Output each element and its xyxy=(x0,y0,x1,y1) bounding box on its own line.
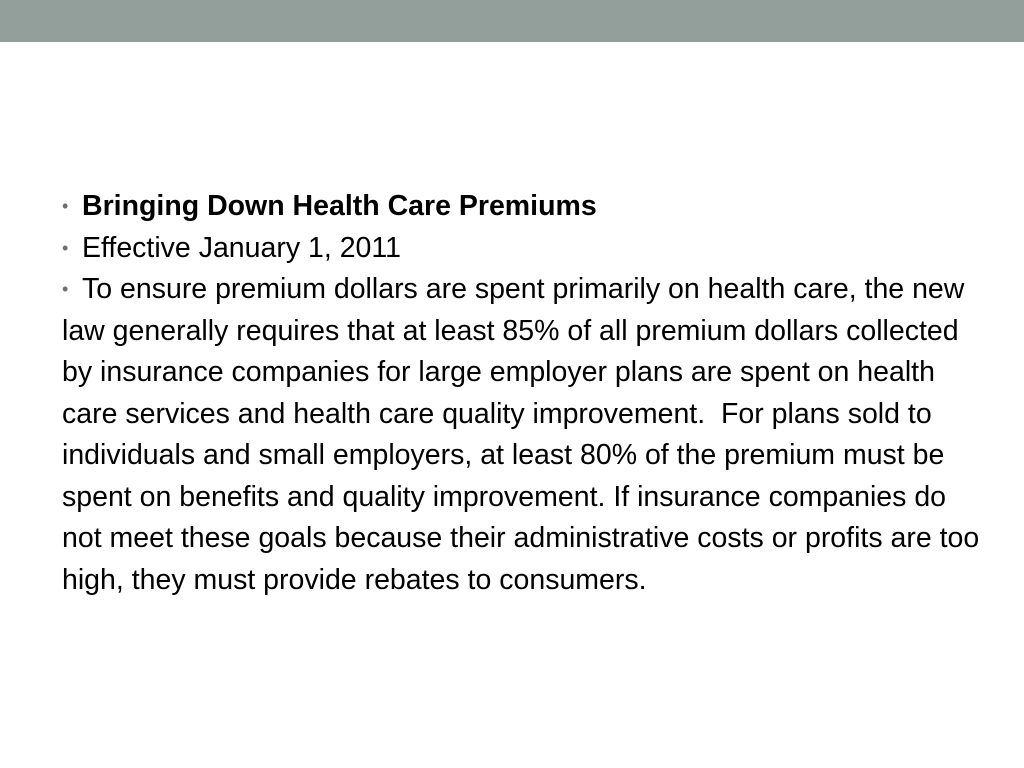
bullet-item-date xyxy=(62,228,982,270)
bullet-item-description xyxy=(62,269,988,601)
slide-body xyxy=(62,186,988,601)
bullet-icon: • xyxy=(62,279,69,299)
bullet-icon: • xyxy=(62,196,69,216)
bullet-icon: • xyxy=(62,237,69,258)
slide-title: Bringing Down Health Care Premiums xyxy=(82,190,597,222)
slide-header-bar xyxy=(0,0,1024,42)
bullet-item-title xyxy=(62,186,982,228)
effective-date-text: Effective January 1, 2011 xyxy=(82,231,401,264)
description-text: To ensure premium dollars are spent primarily on health care, the new law generally requires that at least 85% of all premium dollars collected by insurance companies for large employer plans are spent on health care services and health care quality improvement. For plans sold to individuals and small employers, at least 80% of the premium must be spent on benefits and quality improvement. If insurance companies do not meet these goals because their administrative costs or profits are too high, they must provide rebates to consumers. xyxy=(62,273,988,596)
